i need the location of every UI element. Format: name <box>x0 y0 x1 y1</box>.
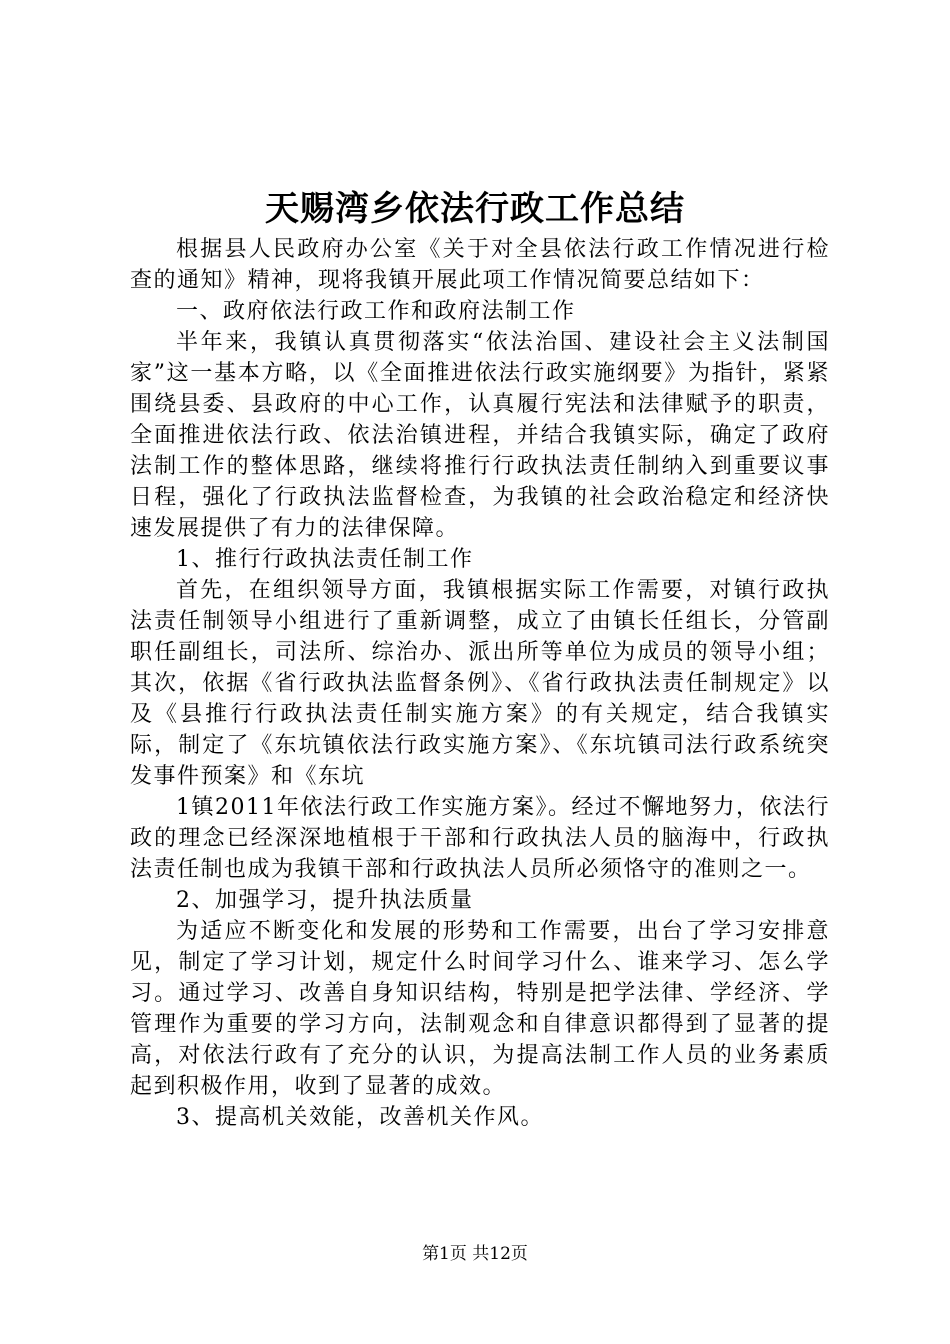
page-number-footer: 第1页 共12页 <box>422 1244 528 1264</box>
document-body <box>130 234 830 1133</box>
body-paragraph: 首先，在组织领导方面，我镇根据实际工作需要，对镇行政执法责任制领导小组进行了重新调整，成立了由镇长任组长，分管副职任副组长，司法所、综治办、派出所等单位为成员的领导小组；其次，依据《省行政执法监督条例》、《省行政执法责任制规定》以及《县推行行政执法责任制实施方案》的有关规定，结合我镇实际，制定了《东坑镇依法行政实施方案》、《东坑镇司法行政系统突发事件预案》和《东坑 <box>130 578 830 789</box>
body-paragraph: 为适应不断变化和发展的形势和工作需要，出台了学习安排意见，制定了学习计划，规定什么时间学习什么、谁来学习、怎么学习。通过学习、改善自身知识结构，特别是把学法律、学经济、学管理作为重要的学习方向，法制观念和自律意识都得到了显著的提高，对依法行政有了充分的认识，为提高法制工作人员的业务素质起到积极作用，收到了显著的成效。 <box>130 919 830 1099</box>
document-title: 天赐湾乡依法行政工作总结 <box>265 189 685 229</box>
subsection-heading-2: 2、加强学习，提升执法质量 <box>176 888 474 913</box>
section-heading-1: 一、政府依法行政工作和政府法制工作 <box>176 299 576 324</box>
body-paragraph: 半年来，我镇认真贯彻落实“依法治国、建设社会主义法制国家”这一基本方略，以《全面推进依法行政实施纲要》为指针，紧紧围绕县委、县政府的中心工作，认真履行宪法和法律赋予的职责，全面推进依法行政、依法治镇进程，并结合我镇实际，确定了政府法制工作的整体思路，继续将推行行政执法责任制纳入到重要议事日程，强化了行政执法监督检查，为我镇的社会政治稳定和经济快速发展提供了有力的法律保障。 <box>130 330 830 541</box>
body-paragraph: 1镇2011年依法行政工作实施方案》。经过不懈地努力，依法行政的理念已经深深地植根于干部和行政执法人员的脑海中，行政执法责任制也成为我镇干部和行政执法人员所必须恪守的准则之一。 <box>130 795 830 882</box>
intro-paragraph: 根据县人民政府办公室《关于对全县依法行政工作情况进行检查的通知》精神，现将我镇开展此项工作情况简要总结如下： <box>130 237 830 293</box>
subsection-heading-3: 3、提高机关效能，改善机关作风。 <box>176 1105 544 1130</box>
subsection-heading-1: 1、推行行政执法责任制工作 <box>176 547 474 572</box>
